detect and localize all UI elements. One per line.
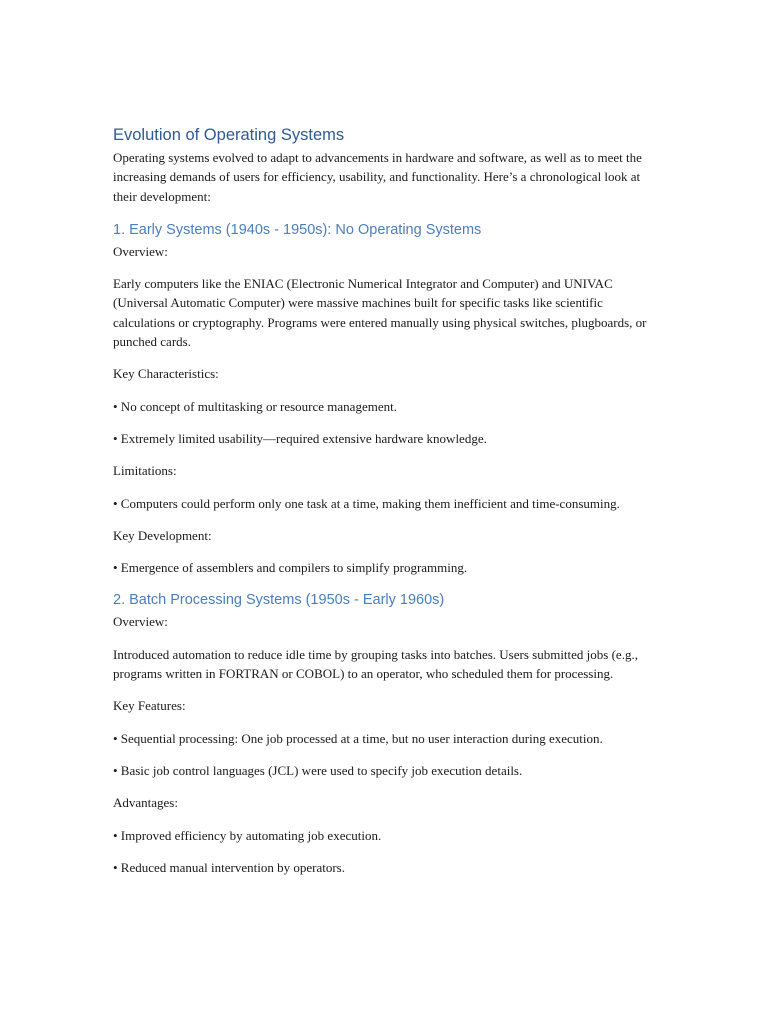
section-2-heading: 2. Batch Processing Systems (1950s - Early 1960s) <box>113 592 445 609</box>
section-2-overview-text: Introduced automation to reduce idle time by grouping tasks into batches. Users submitted jobs (e.g., programs written in FORTRAN or COBOL) to an operator, who scheduled them for processing. <box>113 646 638 682</box>
intro-paragraph: Operating systems evolved to adapt to advancements in hardware and software, as well as to meet the increasing demands of users for efficiency, usability, and functionality. Here’s a chronological look at their development: <box>113 150 642 204</box>
document-title: Evolution of Operating Systems <box>113 126 345 144</box>
section-1-overview-text: Early computers like the ENIAC (Electronic Numerical Integrator and Computer) and UNIVAC (Universal Automatic Computer) were massive machines built for specific tasks like scientific calculations or cryptography. Programs were entered manually using physical switches, plugboards, or punched cards. <box>113 276 647 350</box>
section-1-key-item: • Extremely limited usability—required extensive hardware knowledge. <box>113 430 487 446</box>
section-2-overview-label: Overview: <box>113 614 168 630</box>
section-2-features-label: Key Features: <box>113 698 186 714</box>
section-1-limits-item: • Computers could perform only one task at a time, making them inefficient and time-consuming. <box>113 495 620 511</box>
section-1-key-label: Key Characteristics: <box>113 366 219 382</box>
section-2-features-item: • Basic job control languages (JCL) were used to specify job execution details. <box>113 762 523 778</box>
section-2-adv-label: Advantages: <box>113 795 178 811</box>
section-2-adv-item: • Improved efficiency by automating job execution. <box>113 827 382 843</box>
section-1-limits-label: Limitations: <box>113 463 177 479</box>
section-2-features-item: • Sequential processing: One job processed at a time, but no user interaction during execution. <box>113 730 603 746</box>
section-1-dev-label: Key Development: <box>113 527 212 543</box>
document-body <box>113 124 661 890</box>
section-1-dev-item: • Emergence of assemblers and compilers to simplify programming. <box>113 560 468 576</box>
section-1-overview-label: Overview: <box>113 243 168 259</box>
section-1-heading: 1. Early Systems (1940s - 1950s): No Operating Systems <box>113 221 482 238</box>
section-1-key-item: • No concept of multitasking or resource management. <box>113 398 397 414</box>
section-2-adv-item: • Reduced manual intervention by operators. <box>113 859 345 875</box>
